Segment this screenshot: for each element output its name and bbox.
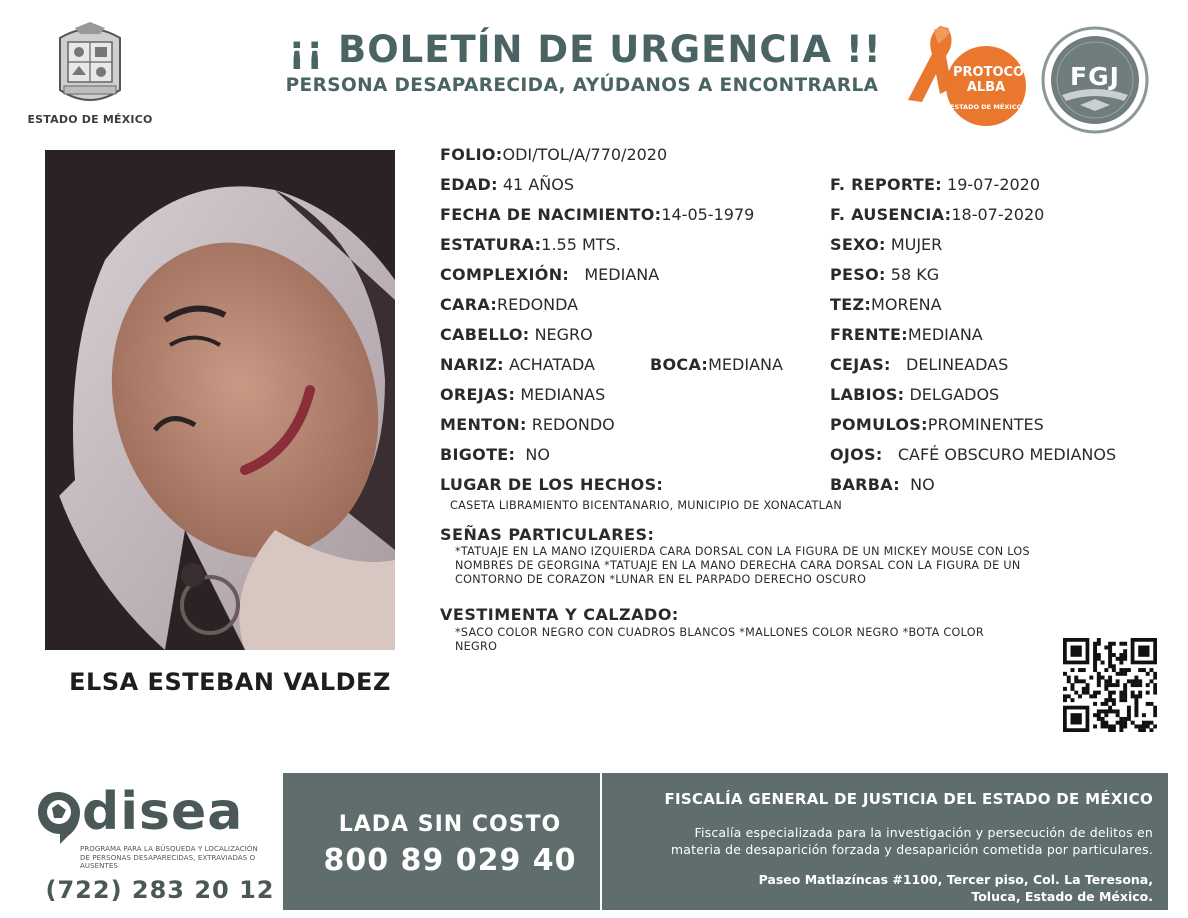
odisea-phone[interactable]: (722) 283 20 12 [45,876,275,904]
lada-label: LADA SIN COSTO [338,812,562,837]
vestimenta-line: NEGRO [455,640,498,653]
odisea-line: DE PERSONAS DESAPARECIDAS, EXTRAVIADAS O [80,853,256,862]
field-nariz [440,355,595,374]
field-label: BIGOTE: [440,445,516,464]
vestimenta-line: *SACO COLOR NEGRO CON CUADROS BLANCOS *MALLONES COLOR NEGRO *BOTA COLOR [455,626,984,639]
field-value: 14-05-1979 [661,205,755,224]
field-label: TEZ: [830,295,872,314]
bulletin-subtitle: PERSONA DESAPARECIDA, AYÚDANOS A ENCONTRARLA [285,75,879,96]
field-nacimiento [440,205,754,224]
field-cabello [440,325,593,344]
field-label: COMPLEXIÓN: [440,265,570,284]
field-orejas [440,385,605,404]
senas-heading: SEÑAS PARTICULARES: [440,525,655,544]
field-label: PESO: [830,265,886,284]
field-label: FOLIO: [440,145,503,164]
field-value: MORENA [871,295,942,314]
field-value: MEDIANA [708,355,783,374]
field-value: MEDIANA [584,265,660,284]
lada-number[interactable]: 800 89 029 40 [323,843,577,878]
field-value: NO [525,445,550,464]
field-value: CAFÉ OBSCURO MEDIANOS [897,445,1117,464]
field-value: NEGRO [534,325,593,344]
field-label: LABIOS: [830,385,905,404]
field-label: OJOS: [830,445,883,464]
field-label: BOCA: [650,355,709,374]
fgj-desc-line: materia de desaparición forzada y desaparición cometida por particulares. [670,842,1153,857]
field-value: DELGADOS [909,385,1000,404]
field-value: PROMINENTES [927,415,1044,434]
band-divider [600,773,602,910]
field-value: NO [910,475,935,494]
field-peso [830,265,939,284]
field-cejas [830,355,1008,374]
odisea-line: AUSENTES [80,862,118,870]
field-value: 18-07-2020 [951,205,1045,224]
bulletin-title: ¡¡ BOLETÍN DE URGENCIA !! [288,28,882,71]
senas-line: NOMBRES DE GEORGINA *TATUAJE EN LA MANO DERECHA CARA DORSAL CON LA FIGURA DE UN [455,559,1021,572]
field-label: FRENTE: [830,325,908,344]
field-edad [440,175,574,194]
field-label: SEXO: [830,235,886,254]
field-label: FECHA DE NACIMIENTO: [440,205,662,224]
field-value: DELINEADAS [906,355,1009,374]
senas-line: *TATUAJE EN LA MANO IZQUIERDA CARA DORSAL CON LA FIGURA DE UN MICKEY MOUSE CON LOS [455,545,1030,558]
field-value: MEDIANA [907,325,983,344]
field-bigote [440,445,550,464]
field-value: 1.55 MTS. [541,235,621,254]
field-reporte [830,175,1040,194]
field-label: EDAD: [440,175,498,194]
field-ojos [830,445,1116,464]
estado-de-mexico-coat-of-arms [50,20,130,110]
field-value: 19-07-2020 [947,175,1041,194]
field-value: MEDIANAS [520,385,606,404]
fgj-name: FISCALÍA GENERAL DE JUSTICIA DEL ESTADO DE MÉXICO [664,790,1153,808]
field-label: BARBA: [830,475,900,494]
alba-line-3: ESTADO DE MÉXICO [950,103,1022,111]
field-label: POMULOS: [830,415,928,434]
field-tez [830,295,942,314]
odisea-program-text [80,845,275,871]
alba-line-1: PROTOCOLO [953,65,1043,80]
fgj-desc-line: Fiscalía especializada para la investigación y persecución de delitos en [694,825,1153,840]
field-label: CARA: [440,295,498,314]
field-folio [440,145,667,164]
field-boca [650,355,783,374]
person-name: ELSA ESTEBAN VALDEZ [69,668,391,696]
field-sexo [830,235,942,254]
qr-code[interactable] [1063,638,1157,732]
field-pomulos [830,415,1044,434]
field-ausencia [830,205,1044,224]
field-complexion [440,265,659,284]
fgj-description [605,824,1153,858]
field-label: MENTON: [440,415,527,434]
field-label: F. REPORTE: [830,175,942,194]
field-label: CABELLO: [440,325,530,344]
field-menton [440,415,615,434]
field-value: REDONDA [497,295,579,314]
fgj-address-line: Paseo Matlazíncas #1100, Tercer piso, Col. La Teresona, [758,872,1153,887]
field-value: 41 AÑOS [502,175,574,194]
field-label: F. AUSENCIA: [830,205,952,224]
field-value: 58 KG [890,265,940,284]
field-estatura [440,235,621,254]
senas-line: CONTORNO DE CORAZON *LUNAR EN EL PARPADO DERECHO OSCURO [455,573,867,586]
odisea-line: PROGRAMA PARA LA BÚSQUEDA Y LOCALIZACIÓN [80,845,258,853]
odisea-brand: disea [82,782,244,842]
field-frente [830,325,983,344]
field-label: NARIZ: [440,355,504,374]
field-cara [440,295,578,314]
alba-line-2: ALBA [966,80,1006,95]
vestimenta-heading: VESTIMENTA Y CALZADO: [440,605,679,624]
fgj-logo-text: FGJ [1070,62,1120,91]
field-labios [830,385,999,404]
field-value: REDONDO [531,415,615,434]
missing-person-photo [45,150,395,650]
fgj-address-line: Toluca, Estado de México. [971,889,1153,904]
field-lugar [440,475,663,494]
field-label: OREJAS: [440,385,516,404]
field-label: CEJAS: [830,355,891,374]
field-label: LUGAR DE LOS HECHOS: [440,475,664,494]
field-value: MUJER [890,235,943,254]
state-label: ESTADO DE MÉXICO [27,113,153,126]
lugar-value: CASETA LIBRAMIENTO BICENTANARIO, MUNICIPIO DE XONACATLAN [450,499,843,512]
field-value: ACHATADA [508,355,595,374]
field-barba [830,475,935,494]
field-label: ESTATURA: [440,235,542,254]
field-value: ODI/TOL/A/770/2020 [502,145,668,164]
